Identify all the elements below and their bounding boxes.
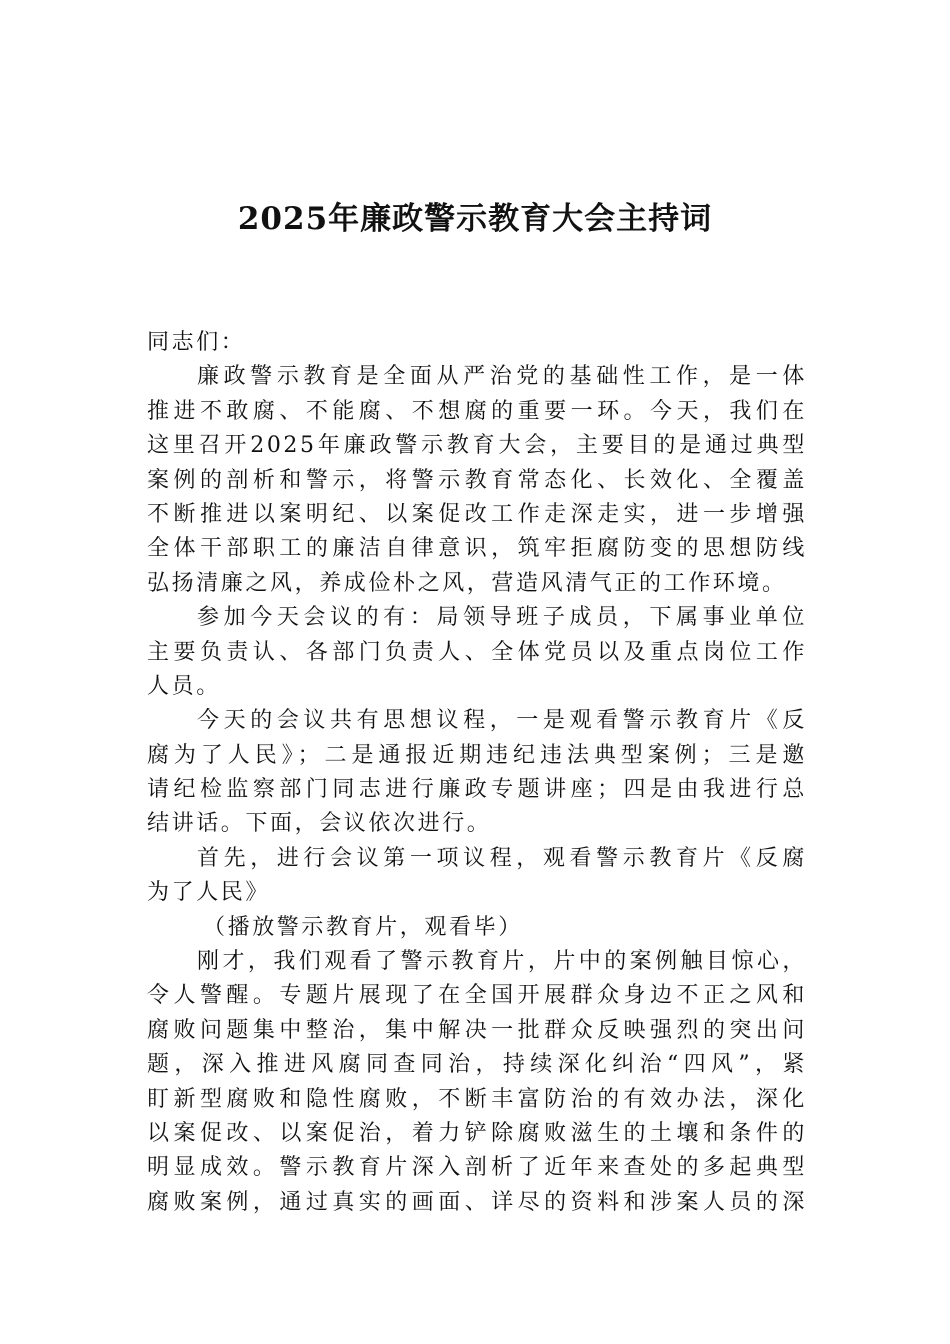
body-line: 腐败问题集中整治，集中解决一批群众反映强烈的突出问 bbox=[147, 1017, 807, 1043]
body-line: 案例的剖析和警示，将警示教育常态化、长效化、全覆盖 bbox=[147, 467, 807, 493]
body-line: 主要负责认、各部门负责人、全体党员以及重点岗位工作 bbox=[147, 639, 807, 665]
body-line: 人员。 bbox=[147, 673, 221, 699]
body-line: 令人警醒。专题片展现了在全国开展群众身边不正之风和 bbox=[147, 983, 807, 1009]
body-line: 全体干部职工的廉洁自律意识，筑牢拒腐防变的思想防线 bbox=[147, 536, 807, 562]
body-line: 今天的会议共有思想议程，一是观看警示教育片《反 bbox=[197, 708, 807, 734]
body-line: 以案促改、以案促治，着力铲除腐败滋生的土壤和条件的 bbox=[147, 1120, 807, 1146]
body-line: 腐败案例，通过真实的画面、详尽的资料和涉案人员的深 bbox=[147, 1189, 807, 1215]
body-line: 腐为了人民》；二是通报近期违纪违法典型案例；三是邀 bbox=[147, 742, 807, 768]
body-line: 题，深入推进风腐同查同治，持续深化纠治“四风”，紧 bbox=[147, 1052, 807, 1078]
body-line: 请纪检监察部门同志进行廉政专题讲座；四是由我进行总 bbox=[147, 777, 807, 803]
body-line: 不断推进以案明纪、以案促改工作走深走实，进一步增强 bbox=[147, 501, 807, 527]
body-line: 结讲话。下面，会议依次进行。 bbox=[147, 811, 492, 837]
body-line: 这里召开2025年廉政警示教育大会，主要目的是通过典型 bbox=[147, 433, 807, 459]
body-line: 推进不敢腐、不能腐、不想腐的重要一环。今天，我们在 bbox=[147, 398, 807, 424]
body-line: 弘扬清廉之风，养成俭朴之风，营造风清气正的工作环境。 bbox=[147, 570, 787, 596]
body-line: 首先，进行会议第一项议程，观看警示教育片《反腐 bbox=[197, 845, 807, 871]
body-line: 明显成效。警示教育片深入剖析了近年来查处的多起典型 bbox=[147, 1155, 807, 1181]
document-title: 2025年廉政警示教育大会主持词 bbox=[237, 201, 713, 237]
body-line: 盯新型腐败和隐性腐败，不断丰富防治的有效办法，深化 bbox=[147, 1086, 807, 1112]
body-line: 刚才，我们观看了警示教育片，片中的案例触目惊心， bbox=[197, 949, 807, 975]
salutation-line: 同志们： bbox=[147, 330, 246, 355]
stage-direction-line: （播放警示教育片，观看毕） bbox=[203, 914, 523, 940]
document-body bbox=[147, 326, 807, 1220]
body-line: 为了人民》 bbox=[147, 880, 271, 906]
body-line: 廉政警示教育是全面从严治党的基础性工作，是一体 bbox=[197, 364, 807, 390]
body-line: 参加今天会议的有：局领导班子成员，下属事业单位 bbox=[197, 605, 807, 631]
